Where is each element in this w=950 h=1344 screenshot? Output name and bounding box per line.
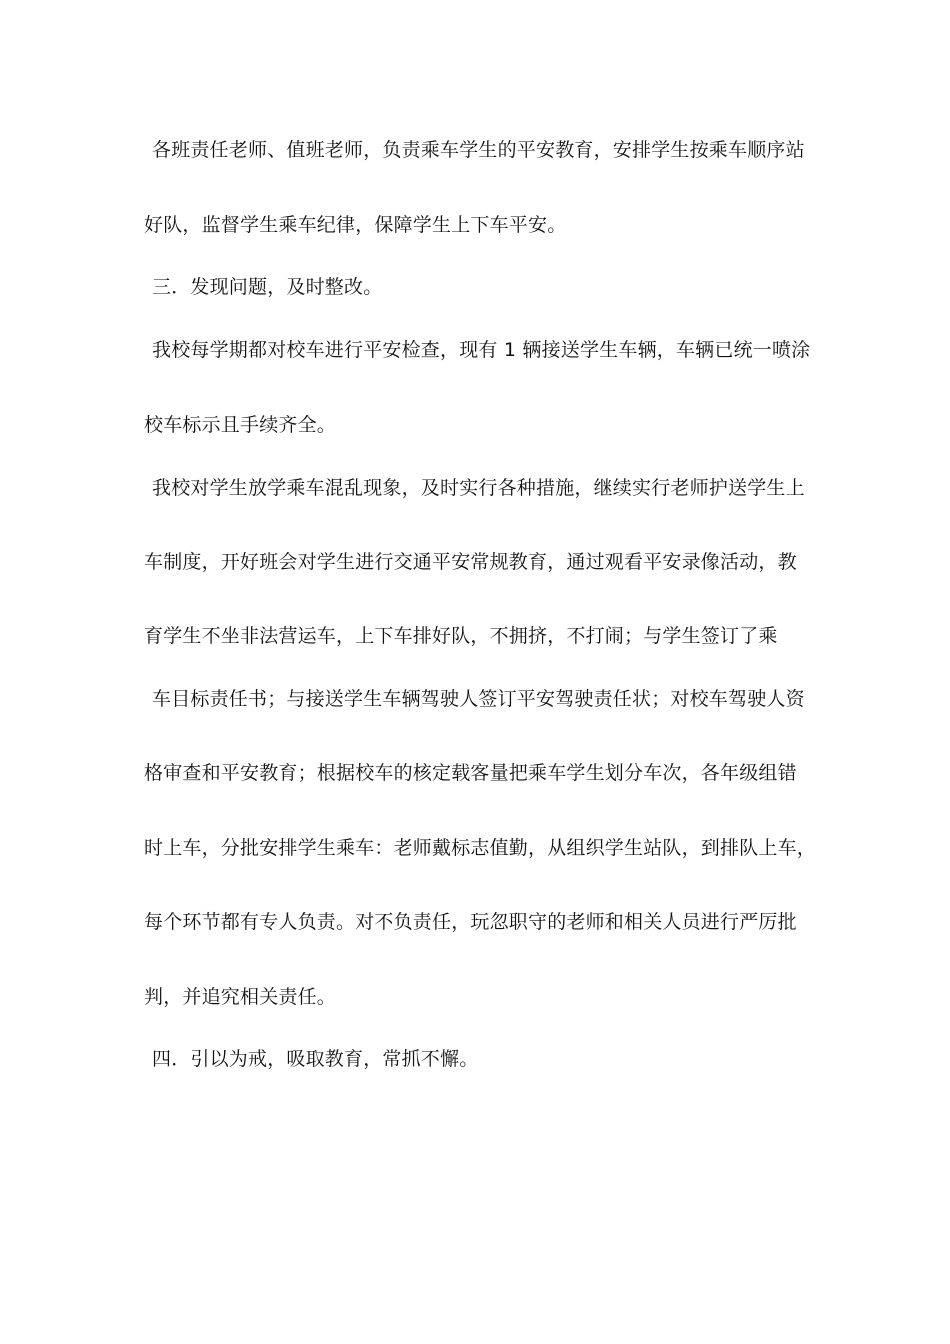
paragraph-line-11: 时上车，分批安排学生乘车：老师戴标志值勤，从组织学生站队，到排队上车， (144, 837, 817, 859)
paragraph-line-12: 每个环节都有专人负责。对不负责任，玩忽职守的老师和相关人员进行严厉批 (144, 911, 797, 933)
paragraph-line-1: 各班责任老师、值班老师，负责乘车学生的平安教育，安排学生按乘车顺序站 (152, 139, 805, 161)
paragraph-line-4: 我校每学期都对校车进行平安检查，现有 1 辆接送学生车辆，车辆已统一喷涂 (152, 339, 811, 361)
paragraph-line-9: 车目标责任书；与接送学生车辆驾驶人签订平安驾驶责任状；对校车驾驶人资 (152, 688, 805, 710)
paragraph-line-2: 好队，监督学生乘车纪律，保障学生上下车平安。 (144, 214, 567, 236)
paragraph-line-13: 判，并追究相关责任。 (144, 986, 337, 1008)
paragraph-line-7: 车制度，开好班会对学生进行交通平安常规教育，通过观看平安录像活动，教 (144, 551, 797, 573)
paragraph-line-5: 校车标示且手续齐全。 (144, 414, 337, 436)
section-heading-4: 四．引以为戒，吸取教育，常抓不懈。 (152, 1048, 479, 1070)
section-heading-3: 三．发现问题，及时整改。 (152, 276, 383, 298)
paragraph-line-6: 我校对学生放学乘车混乱现象，及时实行各种措施，继续实行老师护送学生上 (152, 477, 805, 499)
paragraph-line-8: 育学生不坐非法营运车，上下车排好队，不拥挤，不打闹；与学生签订了乘 (144, 625, 778, 647)
paragraph-line-10: 格审查和平安教育；根据校车的核定载客量把乘车学生划分车次，各年级组错 (144, 762, 797, 784)
